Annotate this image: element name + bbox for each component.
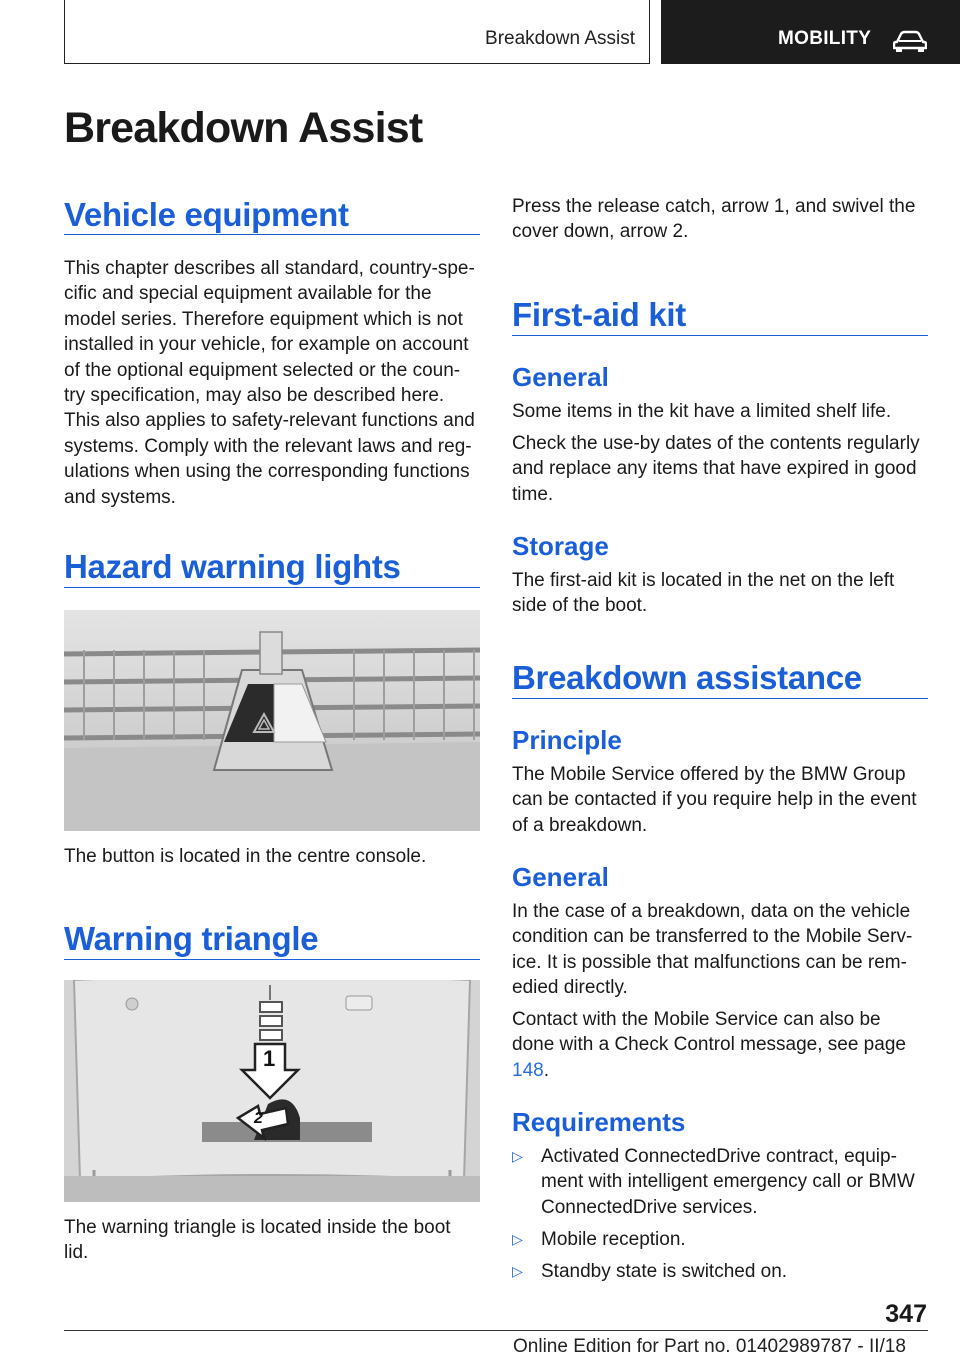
heading-rule	[512, 698, 928, 699]
header-section-title: Breakdown Assist	[485, 28, 635, 49]
car-icon	[893, 29, 927, 53]
heading-rule	[64, 587, 480, 588]
footer-rule	[64, 1330, 928, 1331]
vehicle-equipment-text: This chapter describes all standard, country-spe-cific and special equipment available for the model series. Therefore equipment which is not installed in your vehicle, for example on account of the optional equipment selected or the coun-try specification, may also be described here. This also applies to safety-relevant functions and systems. Comply with the relevant laws and reg-ulations when using the corresponding functions and systems.	[64, 258, 475, 508]
heading-rule	[64, 234, 480, 235]
heading-first-aid-kit: First-aid kit	[512, 296, 686, 333]
header-chapter-title: MOBILITY	[778, 28, 872, 49]
hazard-caption: The button is located in the centre console.	[64, 846, 427, 867]
first-aid-general-text-1: Some items in the kit have a limited shelf life.	[512, 401, 892, 422]
header-chapter-box	[661, 0, 960, 64]
arrow-2-label: 2	[254, 1110, 263, 1127]
period-text: .	[543, 1059, 549, 1081]
edition-footer: Online Edition for Part no. 01402989787 - II/18	[513, 1336, 906, 1357]
principle-text: The Mobile Service offered by the BMW Group can be contacted if you require help in the event of a breakdown.	[512, 764, 917, 836]
requirement-text: Activated ConnectedDrive contract, equip-ment with intelligent emergency call or BMW ConnectedDrive services.	[541, 1146, 915, 1218]
page-title: Breakdown Assist	[64, 104, 423, 152]
storage-text: The first-aid kit is located in the net on the left side of the boot.	[512, 570, 895, 617]
bullet-triangle-icon: ▷	[512, 1231, 523, 1247]
boot-lid-illustration	[64, 980, 480, 1202]
subheading-principle: Principle	[512, 725, 622, 755]
heading-warning-triangle: Warning triangle	[64, 920, 319, 957]
bullet-triangle-icon: ▷	[512, 1148, 523, 1164]
first-aid-general-text-2: Check the use-by dates of the contents regularly and replace any items that have expired in good time.	[512, 433, 920, 505]
subheading-requirements: Requirements	[512, 1107, 686, 1137]
breakdown-general-text-1: In the case of a breakdown, data on the vehicle condition can be transferred to the Mobile Serv-ice. It is possible that malfunctions can be rem-edied directly.	[512, 901, 913, 999]
heading-rule	[64, 959, 480, 960]
subheading-general-breakdown: General	[512, 862, 609, 892]
heading-breakdown-assistance: Breakdown assistance	[512, 659, 862, 696]
warning-triangle-caption: The warning triangle is located inside the boot lid.	[64, 1217, 451, 1264]
hazard-button-image	[64, 610, 480, 831]
heading-hazard-warning-lights: Hazard warning lights	[64, 548, 401, 585]
header-section-box	[64, 0, 650, 64]
page-number: 347	[885, 1300, 927, 1328]
requirement-text: Mobile reception.	[541, 1229, 686, 1250]
release-catch-text: Press the release catch, arrow 1, and swivel the cover down, arrow 2.	[512, 196, 916, 243]
heading-rule	[512, 335, 928, 336]
page-148-link[interactable]: 148	[512, 1059, 544, 1081]
check-control-text: Contact with the Mobile Service can also be done with a Check Control message, see page	[512, 1009, 906, 1056]
subheading-general: General	[512, 362, 609, 392]
heading-vehicle-equipment: Vehicle equipment	[64, 196, 349, 233]
arrow-1-label: 1	[263, 1046, 276, 1071]
requirement-text: Standby state is switched on.	[541, 1261, 788, 1282]
subheading-storage: Storage	[512, 531, 609, 561]
bullet-triangle-icon: ▷	[512, 1263, 523, 1279]
breakdown-general-text-2	[512, 1007, 928, 1083]
hazard-console-illustration	[64, 610, 480, 831]
warning-triangle-image	[64, 980, 480, 1202]
